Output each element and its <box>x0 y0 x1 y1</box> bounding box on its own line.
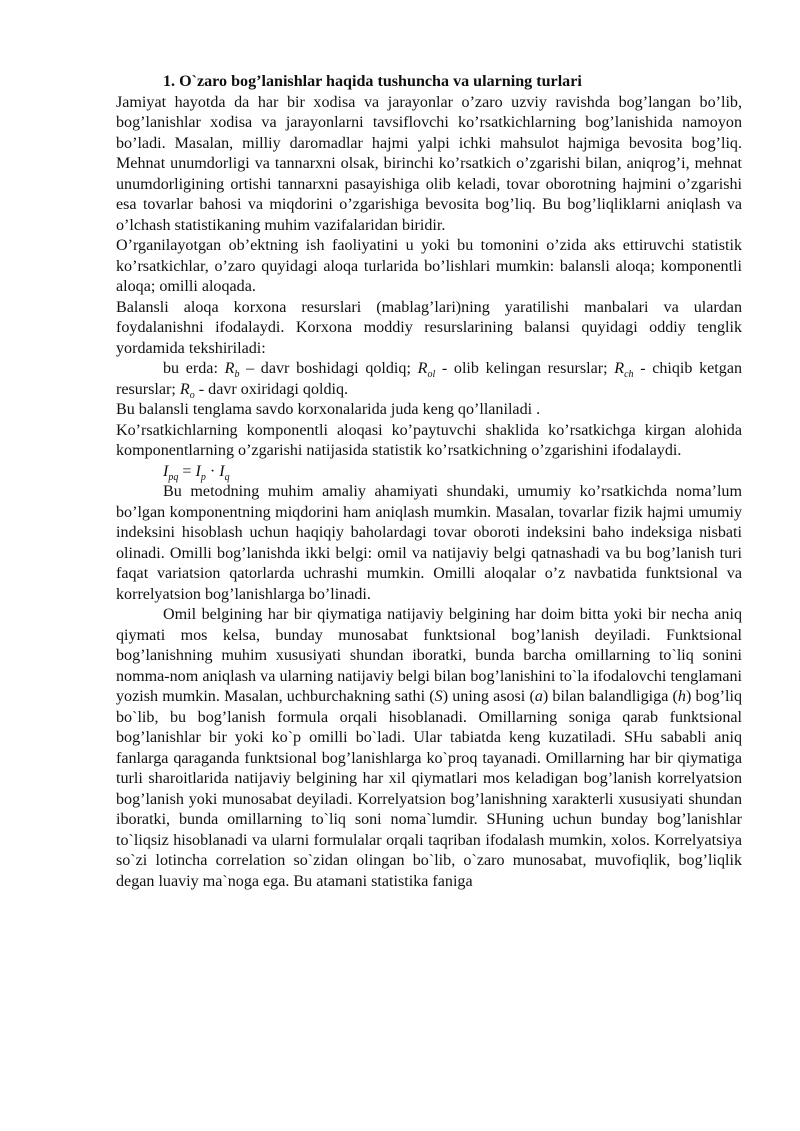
section-heading: 1. O`zaro bog’lanishlar haqida tushuncha va ularning turlari <box>163 73 582 90</box>
symbol-ro: $R_o$ <box>179 380 195 401</box>
paragraph-intro: Jamiyat hayotda da har bir xodisa va jarayonlar o’zaro uzviy ravishda bog’langan bo’lib, bog’lanishlar xodisa va jarayonlarni tavsiflovchi ko’rsatkichlarning bog’lanishida namoyon bo’ladi. Masalan, milliy daromadlar hajmi yalpi ichki mahsulot hajmiga bevosita bog’liq. Mehnat unumdorligi va tannarxni olsak, birinchi ko’rsatkich o’zgarishi bilan, aniqrog’i, mehnat unumdorligining ortishi tannarxni pasayishiga olib keladi, tovar oborotning hajmini o’zgarishi esa tovarlar bahosi va miqdorini o’zgarishiga bevosita bog’liq. Bu bog’liqliklarni aniqlash va o’lchash statistikaning muhim vazifalaridan biridir. <box>116 93 742 234</box>
paragraph-balance: Balansli aloqa korxona resurslari (mablag’lari)ning yaratilishi manbalari va ulardan foydalanishni ifodalaydi. Korxona moddiy resurslarining balansi quyidagi oddiy tenglik yordamida tekshiriladi: <box>116 298 742 357</box>
document-page <box>116 72 742 892</box>
paragraph-link-types: O’rganilayotgan ob’ektning ish faoliyatini u yoki bu tomonini o’zida aks ettiruvchi statistik ko’rsatkichlar, o’zaro quyidagi aloqa turlarida bo’lishlari mumkin: balansli aloqa; komponentli aloqa; omilli aloqada. <box>116 237 742 295</box>
symbol-rb: $R_b$ <box>224 360 240 381</box>
paragraph-method: Bu metodning muhim amaliy ahamiyati shundaki, umumiy ko’rsatkichda noma’lum bo’lgan komponentning miqdorini ham aniqlash mumkin. Masalan, tovarlar fizik hajmi umumiy indeksini hisoblash uchun haqiqiy baholardagi tovar oboroti indeksini baho indeksiga nisbati olinadi. Omilli bog’lanishda ikki belgi: omil va natijaviy belgi qatnashadi va bu bog’lanish turi faqat variatsion qatorlarda uchrashi mumkin. Omilli aloqalar o’z navbatida funktsional va korrelyatsion bog’lanishlarga bo’linadi. <box>116 483 742 603</box>
symbol-rol: $R_{ol}$ <box>417 360 436 381</box>
paragraph-functional: Omil belgining har bir qiymatiga natijaviy belgining har doim bitta yoki bir necha aniq qiymati mos kelsa, bunday munosabat funktsional bog’lanish deyiladi. Funktsional bog’lanishning muhim xususiyati shundan iboratki, bunda barcha omillarning to`liq sonini nomma-nom aniqlash va ularning natijaviy belgi bilan bog’lanishini to`la ifodalovchi tenglamani yozish mumkin. Masalan, uchburchakning sathi (S) uning asosi (a) bilan balandligiga (h) bog’liq bo`lib, bu bog’lanish formula orqali hisoblanadi. Omillarning soniga qarab funktsional bog’lanishlar bir yoki ko`p omilli bo`ladi. Ular tabiatda keng kuzatiladi. SHu sababli aniq fanlarga qaraganda funktsional bog’lanishlarga ko`proq tayanadi. Omillarning har bir qiymatiga turli sharoitlarida natijaviy belgining har xil qiymatlari mos keladigan bog’lanish korrelyatsion bog’lanish yoki munosabat deyiladi. Korrelyatsion bog’lanishning xarakterli xususiyati shundan iboratki, bunda omillarning to`liq soni noma`lumdir. SHuning uchun bunday bog’lanishlar to`liqsiz hisoblanadi va ularni formulalar orqali taqriban ifodalash mumkin, xolos. Korrelyatsiya so`zi lotincha correlation so`zidan olingan bo`lib, o`zaro munosabat, muvofiqlik, bog’liqlik degan luaviy ma`noga ega. Bu atamani statistika faniga <box>116 606 742 890</box>
paragraph-legend: bu erda: $R_b$ – davr boshidagi qoldiq; $R_{ol}$ - olib kelingan resurslar; $R_{ch}$ - chiqib ketgan resurslar; $R_o$ - davr oxiridagi qoldiq. <box>116 360 743 401</box>
paragraph-balance-note: Bu balansli tenglama savdo korxonalarida juda keng qo’llaniladi . <box>116 401 541 418</box>
paragraph-component: Ko’rsatkichlarning komponentli aloqasi ko’paytuvchi shaklida ko’rsatkichga kirgan alohida komponentlarning o’zgarishi natijasida statistik ko’rsatkichning o’zgarishini ifodalaydi. <box>116 421 742 459</box>
symbol-rch: $R_{ch}$ <box>614 360 634 381</box>
index-formula: $I_{pq} = I_p \cdot I_q$ <box>163 462 230 483</box>
